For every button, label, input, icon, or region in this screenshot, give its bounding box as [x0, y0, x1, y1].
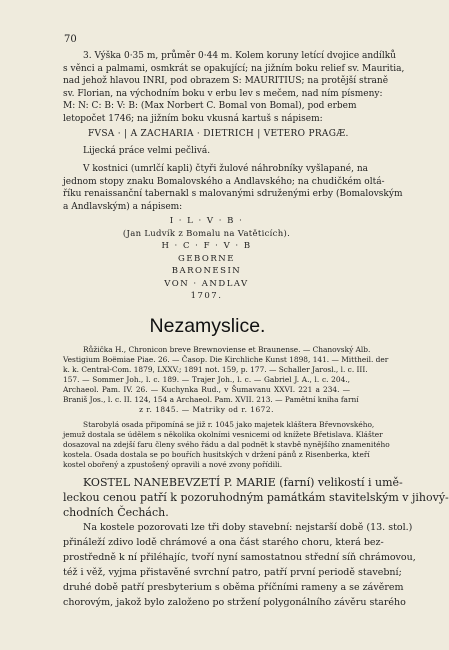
text-line: 3. Výška 0·35 m, průměr 0·44 m. Kolem koruny letící dvojice andílků: [83, 51, 396, 61]
text-line: leckou cenou patří k pozoruhodným památkám stavitelským v jihový-: [63, 491, 449, 504]
text-line: prostředně k ní přiléhajíc, tvoří nyní samostatnou střední síň chrámovou,: [63, 552, 416, 563]
text-line: chorovým, jakož bylo založeno po stržení polygonálního závěru starého: [63, 597, 406, 608]
text-line: jednom stopy znaku Bomalovského a Andlavského; na chudičkém oltá-: [63, 176, 385, 187]
text-line: Vestigium Boëmiae Piae. 26. — Časop. Die Kirchliche Kunst 1898, 141. — Mittheil. der: [63, 355, 389, 364]
text-line: Růžička H., Chronicon breve Brewnoviense et Braunense. — Chanovský Alb.: [83, 345, 371, 354]
text-line: Starobylá osada připomíná se již r. 1045 jako majetek kláštera Břevnovského,: [83, 420, 375, 429]
church-description: [63, 475, 449, 610]
inscription-line: VON · ANDLAV: [164, 278, 249, 289]
text-line: přináleží zdivo lodě chrámové a ona část starého choru, která bez-: [63, 537, 384, 548]
inscription-line: FVSA · | A ZACHARIA · DIETRICH | VETERO PRAGÆ.: [88, 129, 349, 139]
text-line: druhé době patří presbyterium s oběma příčními rameny a se závěrem: [63, 582, 404, 593]
inscription-line: I · L · V · B ·: [169, 216, 244, 226]
text-line: chodních Čechách.: [63, 506, 169, 519]
inscription-line: BARONESIN: [171, 266, 242, 276]
text-line: dosazoval na zdejší faru členy svého řádu a dal podnět k stavbě nynějšího znamenitého: [63, 440, 390, 449]
text-line: a Andlavským) a nápisem:: [63, 201, 183, 212]
inscription-line: (Jan Ludvík z Bomalu na Vatěticích).: [122, 228, 291, 239]
inscription-line: GEBORNE: [178, 253, 235, 264]
text-line: Lijecká práce velmi pečlivá.: [83, 146, 211, 156]
inscription-ossuary: [63, 215, 350, 303]
text-line: k. k. Central-Com. 1879, LXXV.; 1891 not. 159, p. 177. — Schaller Jarosl., l. c. III.: [63, 365, 368, 374]
text-line: letopočet 1746; na jižním boku vkusná kartuš s nápisem:: [63, 113, 323, 124]
text-line: z r. 1845. — Matriky od r. 1672.: [139, 405, 274, 414]
casting-note: [63, 145, 350, 158]
text-line: V kostnici (umrlčí kapli) čtyři žulové náhrobníky vyšlapané, na: [83, 164, 369, 174]
inscription-line: H · C · F · V · B: [161, 241, 252, 251]
page-number: 70: [64, 34, 77, 45]
text-line: jemuž dostala se údělem s několika okolními vesnicemi od knížete Břetislava. Klášter: [63, 430, 383, 439]
text-line: KOSTEL NANEBEVZETÍ P. MARIE (farní) velikostí i umě-: [83, 476, 403, 489]
inscription-fvsa: [63, 128, 350, 141]
text-line: s věnci a palmami, osmkrát se opakující; na jižním boku relief sv. Mauritia,: [63, 63, 405, 74]
text-line: též i věž, vyjma přistavěné svrchní patro, patří první periodě stavební;: [63, 567, 402, 578]
text-line: nad jehož hlavou INRI, pod obrazem S: MAURITIUS; na protější straně: [63, 76, 389, 86]
text-line: říku renaissanční tabernakl s malovanými sdruženými erby (Bomalovským: [63, 189, 403, 199]
text-line: sv. Florian, na východním boku v erbu lev s mečem, nad ním písmeny:: [63, 88, 383, 99]
text-line: Braniš Jos., l. c. II. 124, 154 a Archaeol. Pam. XVII. 213. — Pamětní kniha farní: [63, 395, 359, 404]
text-line: Na kostele pozorovati lze tři doby stavební: nejstarší době (13. stol.): [83, 522, 413, 533]
paragraph-bell-description: [63, 50, 405, 125]
text-line: Archaeol. Pam. IV. 26. — Kuchynka Rud., v Šumavanu XXVI. 221 a 234. —: [63, 385, 350, 394]
section-heading: Nezamyslice.: [149, 315, 266, 337]
paragraph-ossuary: [63, 163, 403, 213]
history-paragraph: [63, 420, 390, 470]
text-line: kostel obořený a zpustošený opravili a nové zvony pořídili.: [63, 460, 283, 469]
sources-list: [63, 345, 389, 415]
text-line: kostela. Osada dostala se po bouřích husitských v držení pánů z Risenberka, kteří: [63, 450, 370, 459]
text-line: 157. — Sommer Joh., l. c. 189. — Trajer Joh., l. c. — Gabriel J. A., l. c. 204.,: [63, 375, 350, 384]
text-line: M: N: C: B: V: B: (Max Norbert C. Bomal von Bomal), pod erbem: [63, 101, 357, 111]
inscription-line: 1707.: [190, 291, 223, 301]
